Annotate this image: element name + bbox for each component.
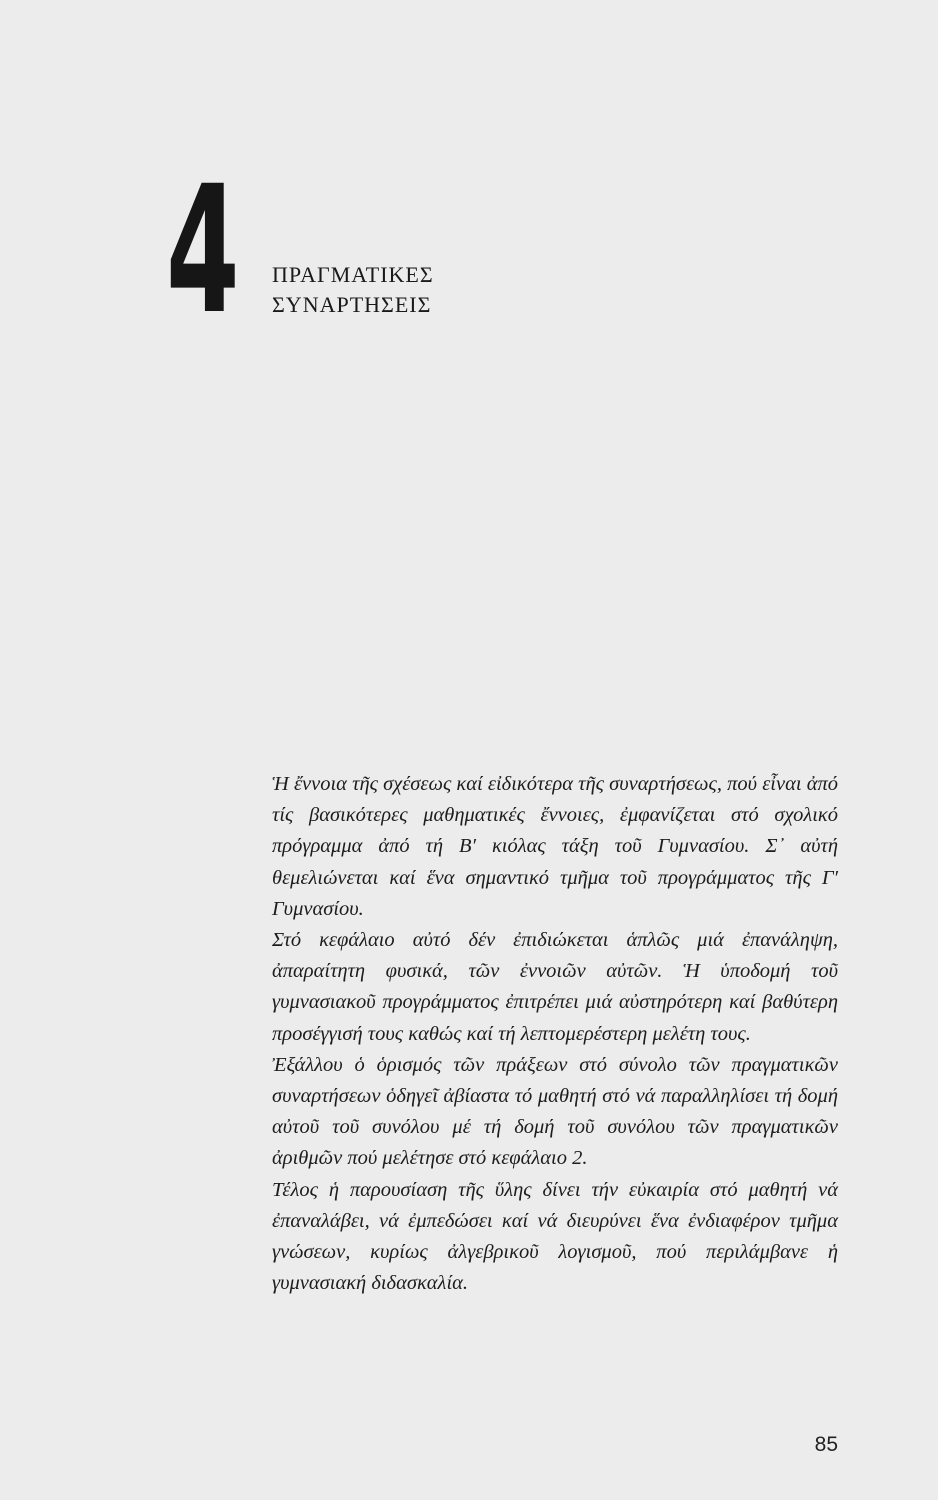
chapter-title xyxy=(272,260,434,320)
chapter-title-line-1: ΠΡΑΓΜΑΤΙΚΕΣ xyxy=(272,262,434,287)
intro-paragraph: Ἐξάλλου ὁ ὁρισμός τῶν πράξεων στό σύνολο τῶν πραγματικῶν συναρτήσεων ὁδηγεῖ ἀβίαστα τό μαθητή στό νά παραλληλίσει τή δομή αὐτοῦ τοῦ συνόλου μέ τή δομή τοῦ συνόλου τῶν πραγματικῶν ἀριθμῶν πού μελέτησε στό κεφάλαιο 2. xyxy=(272,1053,838,1170)
intro-paragraph: Στό κεφάλαιο αὐτό δέν ἐπιδιώκεται ἁπλῶς μιά ἐπανάληψη, ἀπαραίτητη φυσικά, τῶν ἐννοιῶν αὐτῶν. Ἡ ὑποδομή τοῦ γυμνασιακοῦ προγράμματος ἐπιτρέπει μιά αὐστηρότερη καί βαθύτερη προσέγγισή τους καθώς καί τή λεπτομερέστερη μελέτη τους. xyxy=(272,929,838,1045)
chapter-title-line-2: ΣΥΝΑΡΤΗΣΕΙΣ xyxy=(272,292,432,317)
page-number: 85 xyxy=(814,1433,838,1456)
chapter-number: 4 xyxy=(166,148,238,353)
intro-paragraph: Τέλος ἡ παρουσίαση τῆς ὕλης δίνει τήν εὐκαιρία στό μαθητή νά ἐπαναλάβει, νά ἐμπεδώσει καί νά διευρύνει ἕνα ἐνδιαφέρον τμῆμα γνώσεων, κυρίως ἀλγεβρικοῦ λογισμοῦ, πού περιλάμβανε ἡ γυμνασιακή διδασκαλία. xyxy=(272,1178,838,1295)
chapter-introduction xyxy=(272,769,838,1299)
intro-paragraph: Ἡ ἔννοια τῆς σχέσεως καί εἰδικότερα τῆς συναρτήσεως, πού εἶναι ἀπό τίς βασικότερες μαθηματικές ἔννοιες, ἐμφανίζεται στό σχολικό πρόγραμμα ἀπό τή Β′ κιόλας τάξη τοῦ Γυμνασίου. Σ᾽ αὐτή θεμελιώνεται καί ἕνα σημαντικό τμῆμα τοῦ προγράμματος τῆς Γ′ Γυμνασίου. xyxy=(272,773,838,920)
